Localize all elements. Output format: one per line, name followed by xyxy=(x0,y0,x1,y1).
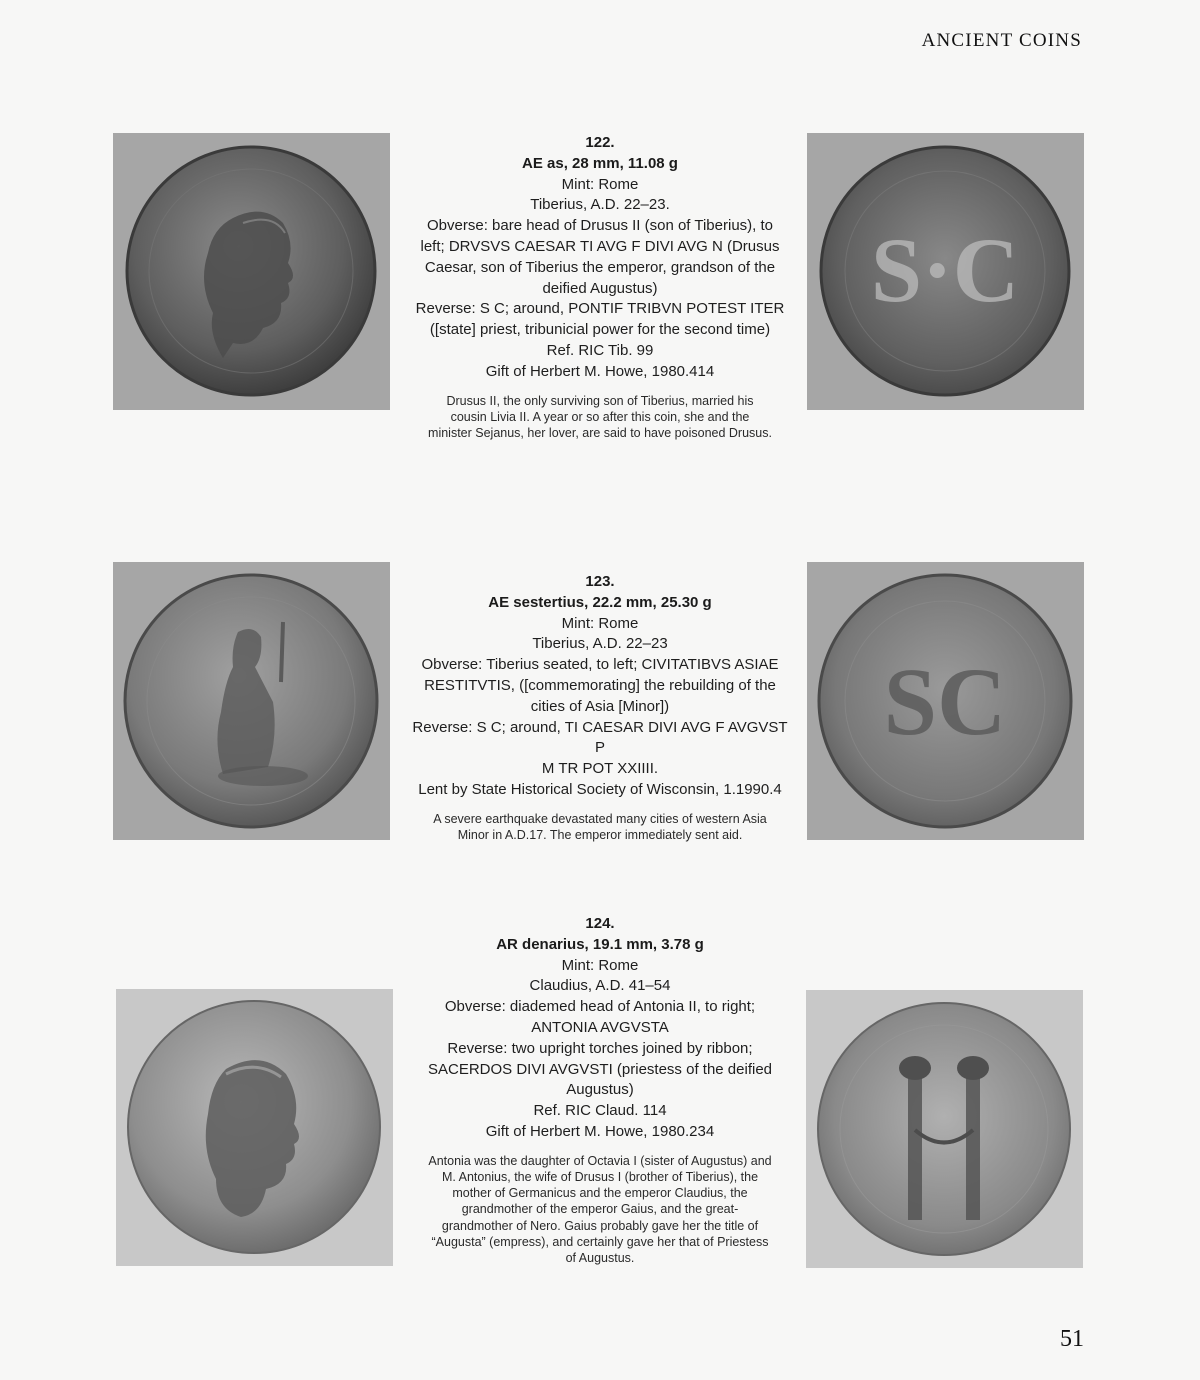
commentary-note xyxy=(408,1153,792,1266)
description-line: Reverse: S C; around, PONTIF TRIBVN POTEST ITER xyxy=(415,300,785,318)
note-line: grandmother of Nero. Gaius probably gave her the title of xyxy=(441,1218,759,1233)
description-line: SACERDOS DIVI AVGVSTI (priestess of the deified xyxy=(427,1060,773,1078)
coin-obverse-drusus-icon xyxy=(113,133,390,410)
mint: Mint: Rome xyxy=(561,175,639,193)
description-line: Obverse: Tiberius seated, to left; CIVITATIBVS ASIAE xyxy=(421,656,779,674)
svg-text:S·C: S·C xyxy=(870,219,1020,321)
coin-obverse-antonia-icon xyxy=(116,989,393,1266)
entry-number: 124. xyxy=(585,915,615,932)
commentary-note xyxy=(408,393,792,442)
note-line: of Augustus. xyxy=(565,1250,635,1265)
coin-reverse-image xyxy=(806,990,1083,1268)
coin-obverse-image xyxy=(113,133,390,410)
entry-text xyxy=(408,133,792,441)
note-line: Minor in A.D.17. The emperor immediately sent aid. xyxy=(457,827,743,842)
note-line: cousin Livia II. A year or so after this coin, she and the xyxy=(450,409,750,424)
note-line: Drusus II, the only surviving son of Tiberius, married his xyxy=(446,393,754,408)
note-line: M. Antonius, the wife of Drusus I (brother of Tiberius), the xyxy=(441,1169,759,1184)
entry-number: 122. xyxy=(585,134,615,151)
provenance: Gift of Herbert M. Howe, 1980.234 xyxy=(485,1122,715,1140)
coin-reverse-image xyxy=(807,133,1084,410)
description-line: M TR POT XXIIII. xyxy=(541,760,659,778)
description-line: ANTONIA AVGVSTA xyxy=(531,1018,669,1036)
mint: Mint: Rome xyxy=(561,614,639,632)
svg-text:SC: SC xyxy=(883,648,1007,755)
entry-text xyxy=(408,572,792,843)
note-line: Antonia was the daughter of Octavia I (sister of Augustus) and xyxy=(428,1153,772,1168)
provenance: Gift of Herbert M. Howe, 1980.414 xyxy=(485,362,715,380)
coin-obverse-image xyxy=(113,562,390,840)
reign: Tiberius, A.D. 22–23 xyxy=(532,635,668,653)
provenance: Lent by State Historical Society of Wisconsin, 1.1990.4 xyxy=(418,780,782,798)
reference: Ref. RIC Claud. 114 xyxy=(533,1102,667,1120)
description-line: ([state] priest, tribunicial power for the second time) xyxy=(429,321,771,339)
reign: Tiberius, A.D. 22–23. xyxy=(530,196,670,214)
reference: Ref. RIC Tib. 99 xyxy=(546,341,654,359)
description-line: RESTITVTIS, ([commemorating] the rebuilding of the xyxy=(424,676,776,694)
coin-heading: AR denarius, 19.1 mm, 3.78 g xyxy=(496,935,704,953)
coin-heading: AE sestertius, 22.2 mm, 25.30 g xyxy=(488,593,712,611)
note-line: grandmother of the emperor Gaius, and the great- xyxy=(461,1202,739,1217)
description-line: Caesar, son of Tiberius the emperor, grandson of the xyxy=(424,258,776,276)
description-line: Augustus) xyxy=(566,1081,634,1099)
description-line: Reverse: S C; around, TI CAESAR DIVI AVG F AVGVST P xyxy=(412,718,788,757)
description-line: deified Augustus) xyxy=(542,279,658,297)
entry-number: 123. xyxy=(585,573,615,590)
coin-reverse-sc-icon xyxy=(807,562,1084,840)
coin-reverse-torches-icon xyxy=(806,990,1083,1268)
note-line: mother of Germanicus and the emperor Claudius, the xyxy=(452,1186,748,1201)
coin-obverse-seated-tiberius-icon xyxy=(113,562,390,840)
note-line: “Augusta” (empress), and certainly gave her that of Priestess xyxy=(431,1234,769,1249)
reign: Claudius, A.D. 41–54 xyxy=(529,977,671,995)
description-line: cities of Asia [Minor]) xyxy=(530,697,670,715)
coin-heading: AE as, 28 mm, 11.08 g xyxy=(522,154,678,172)
description-line: Obverse: diademed head of Antonia II, to right; xyxy=(444,998,756,1016)
running-head: ANCIENT COINS xyxy=(921,30,1082,51)
coin-reverse-sc-icon xyxy=(807,133,1084,410)
note-line: minister Sejanus, her lover, are said to have poisoned Drusus. xyxy=(428,425,772,440)
description-line: Reverse: two upright torches joined by ribbon; xyxy=(447,1039,753,1057)
description-line: Obverse: bare head of Drusus II (son of Tiberius), to xyxy=(427,217,773,235)
mint: Mint: Rome xyxy=(561,956,639,974)
note-line: A severe earthquake devastated many cities of western Asia xyxy=(433,811,767,826)
commentary-note xyxy=(408,811,792,843)
description-line: left; DRVSVS CAESAR TI AVG F DIVI AVG N (Drusus xyxy=(420,237,780,255)
coin-reverse-image xyxy=(807,562,1084,840)
page-number: 51 xyxy=(1060,1326,1084,1352)
coin-obverse-image xyxy=(116,989,393,1266)
entry-text xyxy=(408,914,792,1266)
